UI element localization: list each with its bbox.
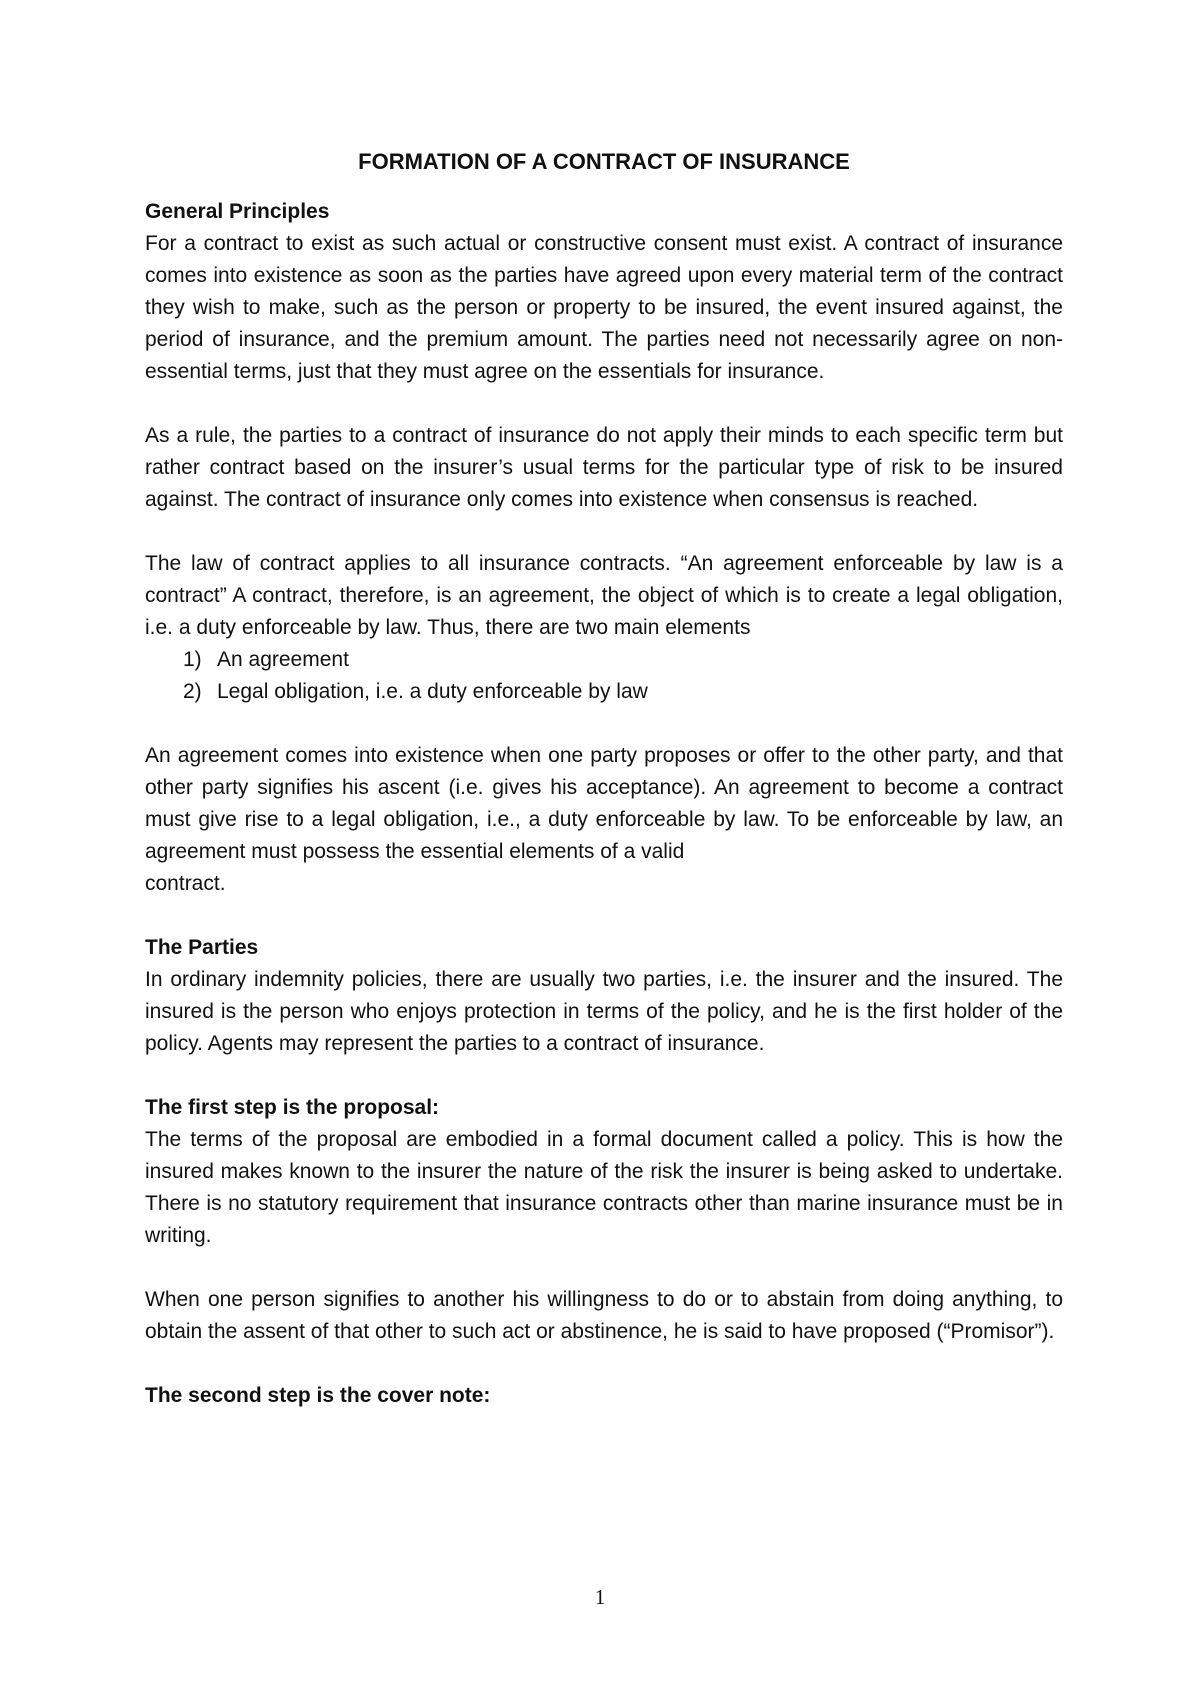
paragraph-law-of-contract: The law of contract applies to all insurance contracts. “An agreement enforceable by law is a contract” A contract, therefore, is an agreement, the object of which is to create a legal obligation, i.e. a duty enforceable by law. Thus, there are two main elements	[145, 552, 1063, 639]
elements-list	[145, 644, 1063, 708]
list-item-text: An agreement	[217, 648, 349, 671]
heading-general-principles: General Principles	[145, 200, 330, 223]
list-item-number: 1)	[183, 648, 202, 671]
heading-cover-note: The second step is the cover note:	[145, 1384, 491, 1407]
paragraph-promisor: When one person signifies to another his willingness to do or to abstain from doing anything, to obtain the assent of that other to such act or abstinence, he is said to have proposed (“Promisor”).	[145, 1288, 1063, 1343]
list-item	[183, 676, 1063, 708]
paragraph-agreement	[145, 740, 1063, 900]
paragraph-consent: For a contract to exist as such actual or constructive consent must exist. A contract of insurance comes into existence as soon as the parties have agreed upon every material term of the contract they wish to make, such as the person or property to be insured, the event insured against, the period of insurance, and the premium amount. The parties need not necessarily agree on non-essential terms, just that they must agree on the essentials for insurance.	[145, 232, 1063, 383]
paragraph-policy: The terms of the proposal are embodied in a formal document called a policy. This is how the insured makes known to the insurer the nature of the risk the insurer is being asked to undertake. There is no statutory requirement that insurance contracts other than marine insurance must be in writing.	[145, 1128, 1063, 1247]
paragraph-parties: In ordinary indemnity policies, there are usually two parties, i.e. the insurer and the insured. The insured is the person who enjoys protection in terms of the policy, and he is the first holder of the policy. Agents may represent the parties to a contract of insurance.	[145, 968, 1063, 1055]
paragraph-usual-terms: As a rule, the parties to a contract of insurance do not apply their minds to each specific term but rather contract based on the insurer’s usual terms for the particular type of risk to be insured against. The contract of insurance only comes into existence when consensus is reached.	[145, 424, 1063, 511]
document-page	[145, 146, 1063, 1412]
paragraph-agreement-text: An agreement comes into existence when one party proposes or offer to the other party, and that other party signifies his ascent (i.e. gives his acceptance). An agreement to become a contract must give rise to a legal obligation, i.e., a duty enforceable by law. To be enforceable by law, an agreement must possess the essential elements of a valid	[145, 744, 1063, 863]
list-item	[183, 644, 1063, 676]
page-number: 1	[594, 1585, 606, 1609]
document-title: FORMATION OF A CONTRACT OF INSURANCE	[358, 149, 850, 174]
paragraph-agreement-end: contract.	[145, 872, 226, 895]
heading-proposal: The first step is the proposal:	[145, 1096, 440, 1119]
heading-the-parties: The Parties	[145, 936, 259, 959]
list-item-number: 2)	[183, 680, 202, 703]
list-item-text: Legal obligation, i.e. a duty enforceable by law	[217, 680, 648, 703]
